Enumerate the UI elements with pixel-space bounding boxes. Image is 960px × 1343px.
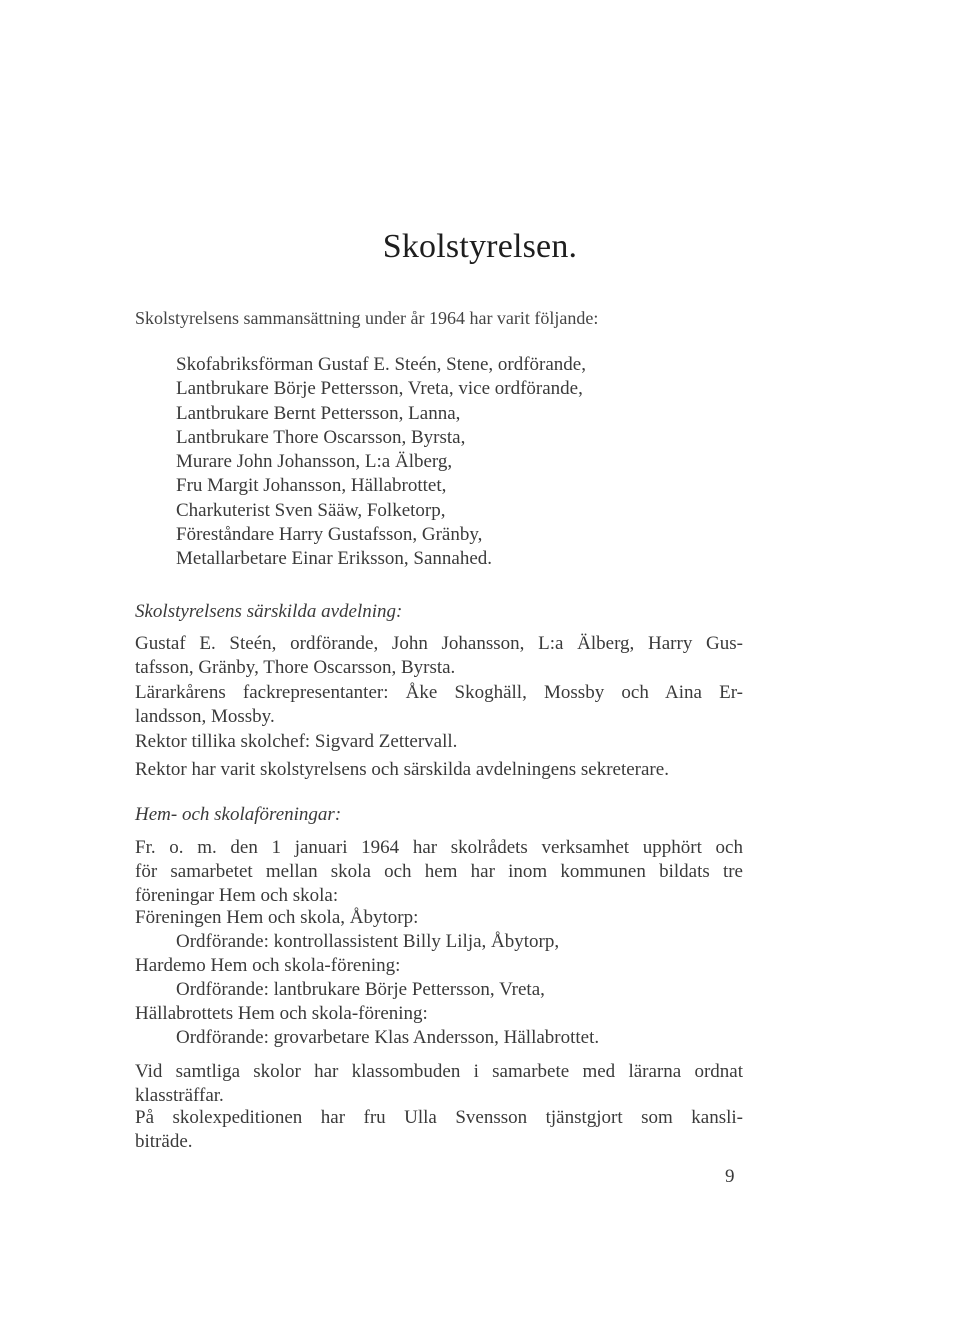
member-item: Lantbrukare Börje Pettersson, Vreta, vice ordförande, bbox=[176, 378, 583, 400]
intro-text: Skolstyrelsens sammansättning under år 1964 har varit följande: bbox=[135, 308, 599, 328]
paragraph-line: Lärarkårens fackrepresentanter: Åke Skoghäll, Mossby och Aina Er- bbox=[135, 682, 743, 703]
member-item: Murare John Johansson, L:a Älberg, bbox=[176, 451, 453, 473]
paragraph-line: Fr. o. m. den 1 januari 1964 har skolrådets verksamhet upphört och bbox=[135, 837, 743, 858]
section-heading-special-division: Skolstyrelsens särskilda avdelning: bbox=[135, 601, 403, 622]
class-contacts-paragraph bbox=[135, 1060, 743, 1108]
page-title: Skolstyrelsen. bbox=[382, 228, 578, 265]
association-name: Föreningen Hem och skola, Åbytorp: bbox=[135, 907, 419, 928]
board-members-list bbox=[176, 353, 586, 572]
paragraph-line: Gustaf E. Steén, ordförande, John Johansson, L:a Älberg, Harry Gus- bbox=[135, 633, 743, 654]
member-item: Fru Margit Johansson, Hällabrottet, bbox=[176, 475, 447, 497]
member-item: Lantbrukare Thore Oscarsson, Byrsta, bbox=[176, 426, 466, 448]
association-chair: Ordförande: kontrollassistent Billy Lilja, Åbytorp, bbox=[176, 931, 560, 952]
teacher-representatives bbox=[135, 681, 743, 729]
association-chair: Ordförande: grovarbetare Klas Andersson, Hällabrottet. bbox=[176, 1027, 600, 1048]
paragraph-line: tafsson, Gränby, Thore Oscarsson, Byrsta. bbox=[135, 657, 456, 678]
special-division-members bbox=[135, 632, 743, 680]
member-item: Metallarbetare Einar Eriksson, Sannahed. bbox=[176, 548, 493, 570]
paragraph-line: På skolexpeditionen har fru Ulla Svensson tjänstgjort som kansli- bbox=[135, 1107, 743, 1128]
paragraph-line: föreningar Hem och skola: bbox=[135, 885, 339, 906]
page-number: 9 bbox=[725, 1166, 735, 1187]
secretary-text: Rektor har varit skolstyrelsens och särskilda avdelningens sekreterare. bbox=[135, 759, 669, 780]
section-heading-home-school: Hem- och skolaföreningar: bbox=[135, 804, 342, 825]
member-item: Lantbrukare Bernt Pettersson, Lanna, bbox=[176, 402, 461, 424]
paragraph-line: landsson, Mossby. bbox=[135, 706, 275, 727]
association-chair: Ordförande: lantbrukare Börje Pettersson, Vreta, bbox=[176, 979, 545, 1000]
member-item: Skofabriksförman Gustaf E. Steén, Stene, ordförande, bbox=[176, 354, 586, 375]
home-school-intro bbox=[135, 836, 743, 908]
member-item: Charkuterist Sven Sääw, Folketorp, bbox=[176, 499, 446, 521]
paragraph-line: Vid samtliga skolor har klassombuden i samarbete med lärarna ordnat bbox=[135, 1061, 743, 1082]
association-name: Hardemo Hem och skola-förening: bbox=[135, 955, 401, 976]
paragraph-line: biträde. bbox=[135, 1131, 193, 1152]
office-staff-paragraph bbox=[135, 1106, 743, 1154]
paragraph-line: för samarbetet mellan skola och hem har inom kommunen bildats tre bbox=[135, 861, 743, 882]
principal-text: Rektor tillika skolchef: Sigvard Zettervall. bbox=[135, 731, 458, 752]
paragraph-line: klassträffar. bbox=[135, 1085, 224, 1106]
association-name: Hällabrottets Hem och skola-förening: bbox=[135, 1003, 428, 1024]
member-item: Föreståndare Harry Gustafsson, Gränby, bbox=[176, 524, 483, 546]
